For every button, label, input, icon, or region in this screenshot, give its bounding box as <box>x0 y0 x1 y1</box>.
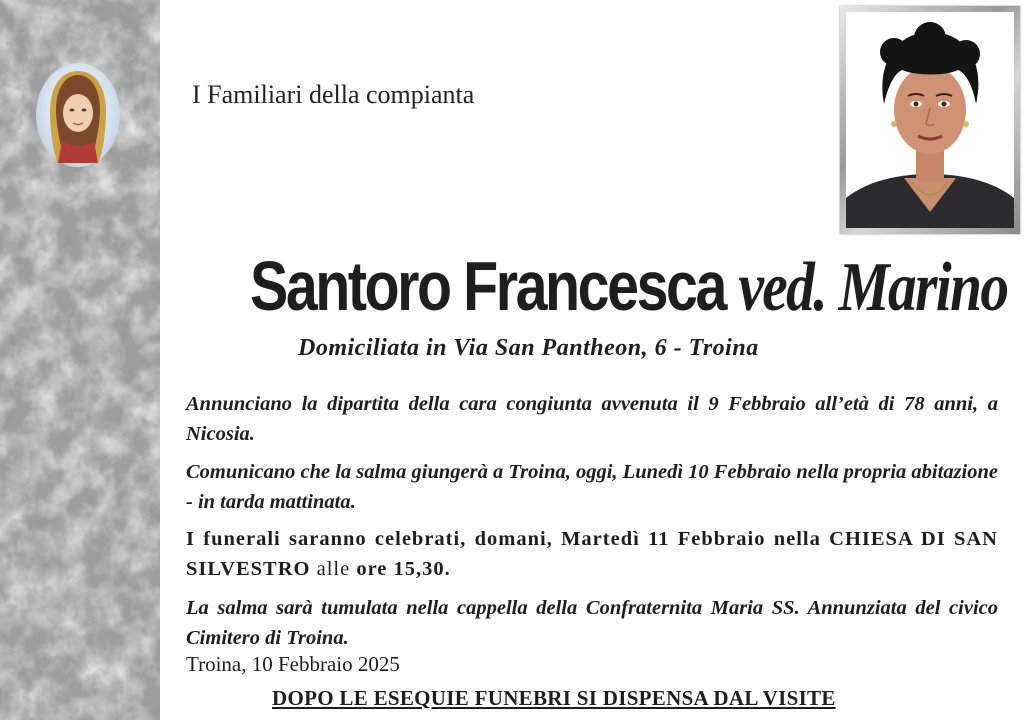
intro-line: I Familiari della compianta <box>192 80 475 109</box>
paragraph-funeral <box>186 524 998 584</box>
footer-note: DOPO LE ESEQUIE FUNEBRI SI DISPENSA DAL VISITE <box>272 686 836 710</box>
marble-texture-strip <box>0 0 160 720</box>
place-date: Troina, 10 Febbraio 2025 <box>186 652 400 676</box>
paragraph-burial: La salma sarà tumulata nella cappella della Confraternita Maria SS. Annunziata del civico Cimitero di Troina. <box>186 597 998 649</box>
funeral-text-at: alle <box>316 558 357 580</box>
deceased-name-suffix: ved. Marino <box>738 249 1008 326</box>
paragraph-announcement: Annunciano la dipartita della cara congiunta avvenuta il 9 Febbraio all’età di 78 anni, a Nicosia. <box>186 393 998 445</box>
deceased-name-main: Santoro Francesca <box>250 247 739 325</box>
address-line: Domiciliata in Via San Pantheon, 6 - Troina <box>298 335 759 361</box>
portrait-frame <box>840 6 1020 234</box>
funeral-text-main: I funerali saranno celebrati, domani, Martedì 11 Febbraio nella CHIESA DI SAN SILVESTRO <box>186 528 998 580</box>
paragraph-arrival: Comunicano che la salma giungerà a Troina, oggi, Lunedì 10 Febbraio nella propria abitazione - in tarda mattinata. <box>186 461 998 513</box>
madonna-icon <box>36 63 120 167</box>
deceased-portrait-photo <box>846 12 1014 228</box>
funeral-time: ore 15,30. <box>356 558 451 580</box>
deceased-name <box>250 246 1008 328</box>
